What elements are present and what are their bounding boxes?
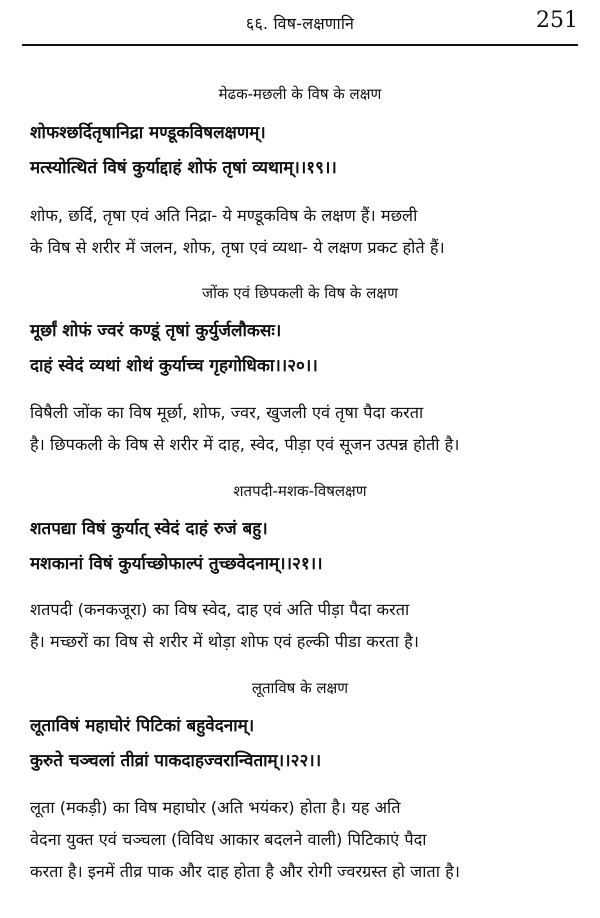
explanation-paragraph (30, 397, 574, 461)
sanskrit-verse (30, 512, 576, 582)
section-heading: जोंक एवं छिपकली के विष के लक्षण (202, 284, 398, 302)
verse-line: दाहं स्वेदं व्यथां शोथं कुर्याच्च गृहगोधिका।।२०।। (30, 356, 318, 376)
verse-line: शोफश्छर्दितृषानिद्रा मण्डूकविषलक्षणम्। (30, 123, 266, 143)
chapter-title: ६६. विष-लक्षणानि (245, 14, 355, 33)
explanation-paragraph (30, 792, 574, 888)
paragraph-line: शोफ, छर्दि, तृषा एवं अति निद्रा- ये मण्डूकविष के लक्षण हैं। मछली (30, 206, 418, 225)
running-header (0, 8, 600, 38)
paragraph-line: वेदना युक्त एवं चञ्चला (विविध आकार बदलने वाली) पिटिकाएं पैदा (30, 830, 427, 849)
verse-line: मशकानां विषं कुर्याच्छोफाल्पं तुच्छवेदनाम्।।२१।। (30, 554, 323, 574)
paragraph-line: लूता (मकड़ी) का विष महाघोर (अति भयंकर) होता है। यह अति (30, 798, 401, 817)
paragraph-line: शतपदी (कनकजूरा) का विष स्वेद, दाह एवं अति पीड़ा पैदा करता (30, 600, 410, 619)
page-number: 251 (536, 8, 578, 33)
sanskrit-verse (30, 709, 576, 779)
header-rule (22, 44, 578, 46)
paragraph-line: है। छिपकली के विष से शरीर में दाह, स्वेद, पीड़ा एवं सूजन उत्पन्न होती है। (30, 435, 460, 454)
section-heading: मेढक-मछली के विष के लक्षण (218, 85, 382, 103)
section-heading: लूताविष के लक्षण (251, 679, 349, 697)
verse-line: मत्स्योत्थितं विषं कुर्याद्दाहं शोफं तृषां व्यथाम्।।१९।। (30, 158, 337, 178)
verse-line: कुरुते चञ्चलां तीव्रां पाकदाहज्वरान्विताम्।।२२।। (30, 751, 322, 771)
sanskrit-verse (30, 314, 576, 384)
verse-line: शतपद्या विषं कुर्यात् स्वेदं दाहं रुजं बहु। (30, 519, 268, 539)
verse-line: लूताविषं महाघोरं पिटिकां बहुवेदनाम्। (30, 716, 255, 736)
paragraph-line: के विष से शरीर में जलन, शोफ, तृषा एवं व्यथा- ये लक्षण प्रकट होते हैं। (30, 238, 445, 257)
explanation-paragraph (30, 594, 574, 658)
paragraph-line: विषैली जोंक का विष मूर्छा, शोफ, ज्वर, खुजली एवं तृषा पैदा करता (30, 403, 424, 422)
verse-line: मूर्छां शोफं ज्वरं कण्डूं तृषां कुर्युर्जलौकसः। (30, 321, 282, 341)
sanskrit-verse (30, 116, 576, 186)
paragraph-line: है। मच्छरों का विष से शरीर में थोड़ा शोफ एवं हल्की पीडा करता है। (30, 632, 419, 651)
paragraph-line: करता है। इनमें तीव्र पाक और दाह होता है और रोगी ज्वरग्रस्त हो जाता है। (30, 862, 460, 881)
explanation-paragraph (30, 200, 574, 264)
section-heading: शतपदी-मशक-विषलक्षण (233, 482, 367, 500)
